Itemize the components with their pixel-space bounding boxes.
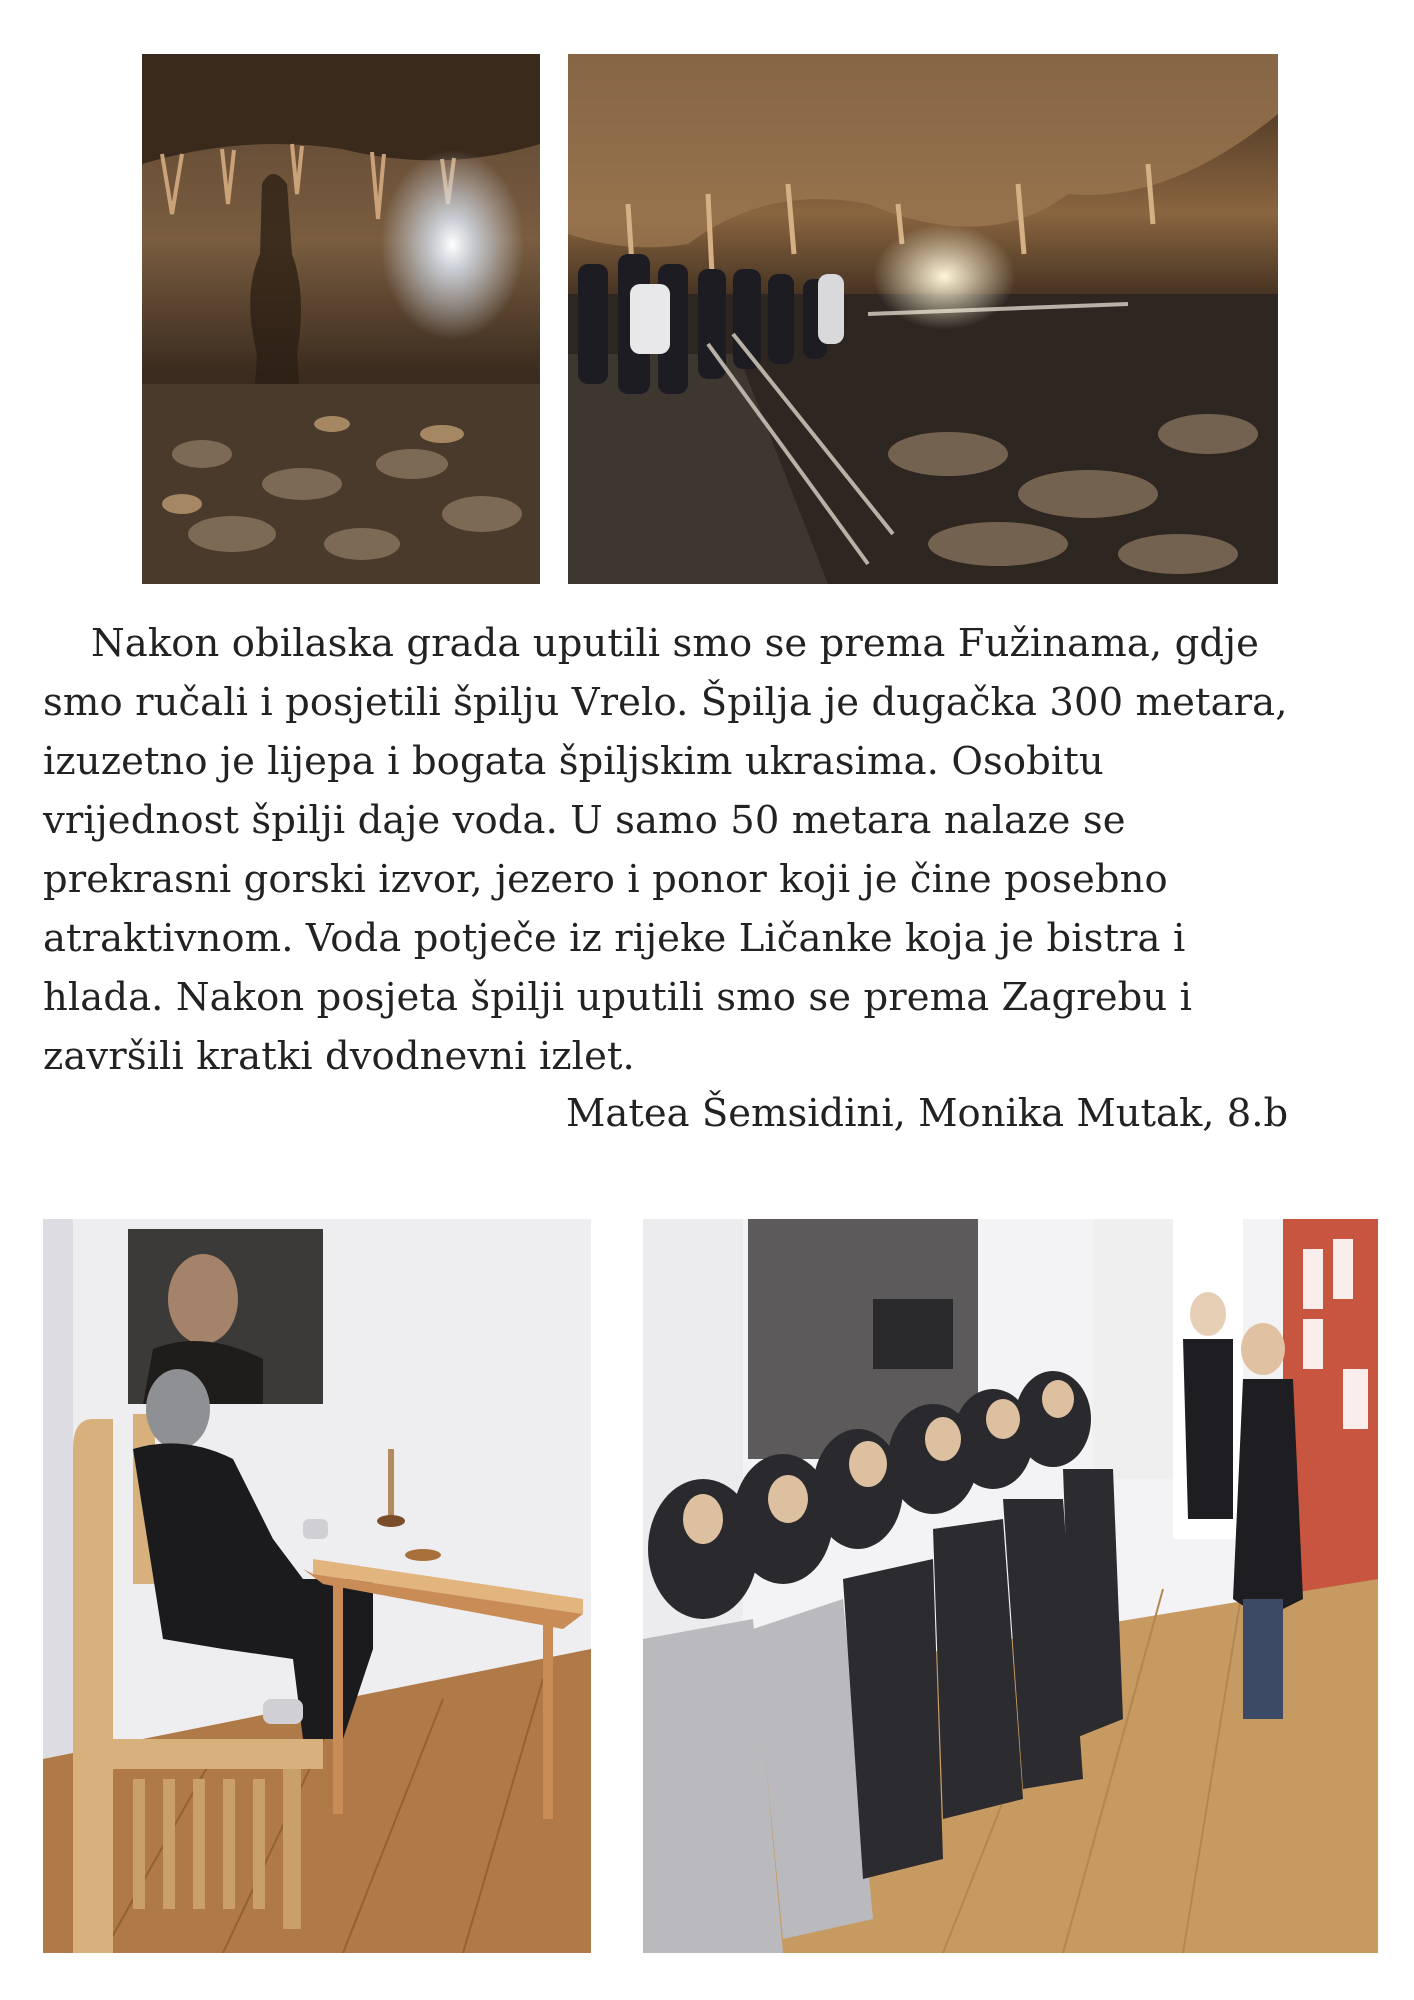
article-line: izuzetno je lijepa i bogata špiljskim ukrasima. Osobitu: [43, 739, 1104, 784]
cave-photo-group-walkway: [568, 54, 1278, 584]
museum-photo-students-tour: [643, 1219, 1378, 1953]
article-line: smo ručali i posjetili špilju Vrelo. Špilja je dugačka 300 metara,: [43, 680, 1288, 725]
article-line: završili kratki dvodnevni izlet.: [43, 1034, 635, 1079]
article-line: prekrasni gorski izvor, jezero i ponor koji je čine posebno: [43, 857, 1168, 902]
article-text: [43, 614, 1373, 1086]
article-line: vrijednost špilji daje voda. U samo 50 metara nalaze se: [43, 798, 1126, 843]
museum-photo-seated-figure: [43, 1219, 591, 1953]
article-line: hlada. Nakon posjeta špilji uputili smo se prema Zagrebu i: [43, 975, 1193, 1020]
article-line: Nakon obilaska grada uputili smo se prema Fužinama, gdje: [91, 621, 1259, 666]
article-line: atraktivnom. Voda potječe iz rijeke Ličanke koja je bistra i: [43, 916, 1186, 961]
cave-photo-shadow: [142, 54, 540, 584]
author-byline: Matea Šemsidini, Monika Mutak, 8.b: [566, 1091, 1289, 1136]
